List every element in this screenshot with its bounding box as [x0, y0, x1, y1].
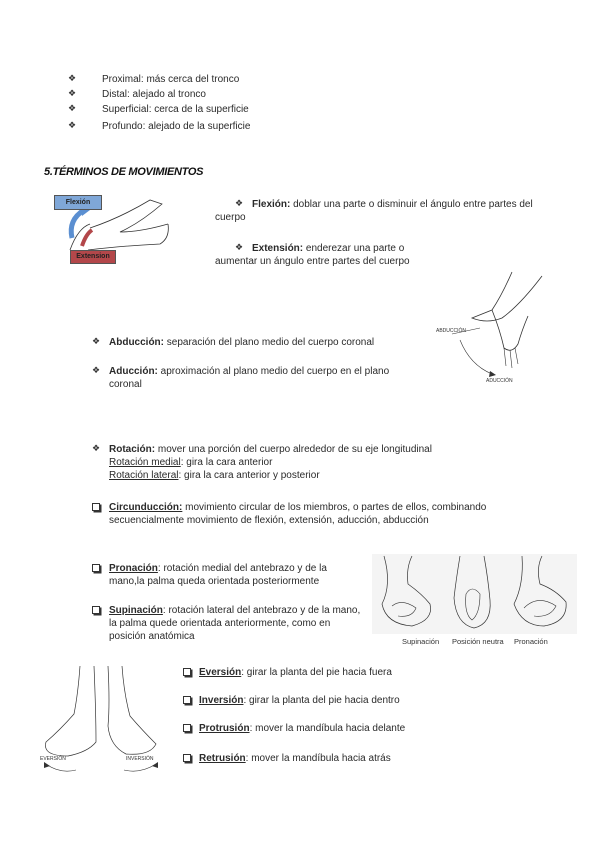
pronacion-term: Pronación — [109, 563, 158, 574]
list-item: Profundo: alejado de la superficie — [102, 121, 251, 132]
extension-def: enderezar una parte o aumentar un ángulo entre partes del cuerpo — [215, 243, 410, 267]
flexion-def: doblar una parte o disminuir el ángulo entre partes del cuerpo — [215, 199, 533, 223]
bullet-diamond-icon: ❖ — [235, 242, 244, 252]
pronacion-item — [109, 562, 359, 588]
aduccion-term: Aducción: — [109, 366, 158, 377]
rotacion-lateral-term: Rotación lateral — [109, 470, 179, 481]
forearm-captions — [372, 636, 577, 648]
bullet-diamond-icon: ❖ — [68, 103, 77, 113]
bullet-square-icon — [92, 606, 100, 614]
protrusion-term: Protrusión — [199, 723, 250, 734]
abduccion-term: Abducción: — [109, 337, 164, 348]
caption-pronacion: Pronación — [514, 637, 548, 646]
inversion-term: Inversión — [199, 695, 244, 706]
bullet-square-icon — [183, 754, 191, 762]
rotacion-term: Rotación: — [109, 444, 156, 455]
retrusion-term: Retrusión — [199, 753, 246, 764]
foot-eversion-inversion-illustration — [38, 664, 163, 776]
supinacion-item — [109, 604, 369, 643]
protrusion-def: : mover la mandíbula hacia delante — [249, 723, 406, 734]
rotacion-medial-term: Rotación medial — [109, 457, 181, 468]
eversion-item — [199, 666, 529, 679]
forearm-rotation-illustration — [372, 554, 577, 634]
svg-text:INVERSIÓN: INVERSIÓN — [126, 756, 154, 762]
svg-text:EVERSIÓN: EVERSIÓN — [40, 756, 66, 762]
eversion-term: Eversión — [199, 667, 242, 678]
extension-term: Extensión: — [252, 243, 304, 254]
bullet-diamond-icon: ❖ — [68, 73, 77, 83]
list-item: Superficial: cerca de la superficie — [102, 104, 249, 115]
extension-item — [215, 242, 415, 268]
extension-tag: Extension — [70, 250, 116, 264]
caption-supinacion: Supinación — [402, 637, 440, 646]
inversion-item — [199, 694, 529, 707]
pronacion-def: : rotación medial del antebrazo y de la mano,la palma queda orientada posteriormente — [109, 563, 327, 587]
svg-text:ABDUCCIÓN: ABDUCCIÓN — [436, 328, 467, 334]
bullet-square-icon — [92, 564, 100, 572]
bullet-diamond-icon: ❖ — [235, 198, 244, 208]
circunduccion-def: movimiento circular de los miembros, o partes de ellos, combinando secuencialmente movimiento de flexión, extensión, aducción, abducción — [109, 502, 487, 526]
bullet-square-icon — [183, 668, 191, 676]
rotacion-lateral-def: : gira la cara anterior y posterior — [178, 470, 320, 481]
retrusion-item — [199, 752, 529, 765]
supinacion-term: Supinación — [109, 605, 163, 616]
bullet-diamond-icon: ❖ — [92, 336, 101, 346]
rotacion-item — [109, 443, 509, 482]
bullet-diamond-icon: ❖ — [68, 88, 77, 98]
abduccion-item — [109, 336, 409, 349]
caption-posicion-neutra: Posición neutra — [452, 637, 504, 646]
list-item: Distal: alejado al tronco — [102, 89, 206, 100]
bullet-diamond-icon: ❖ — [68, 120, 77, 130]
bullet-square-icon — [92, 503, 100, 511]
rotacion-medial-def: : gira la cara anterior — [180, 457, 273, 468]
bullet-diamond-icon: ❖ — [92, 365, 101, 375]
protrusion-item — [199, 722, 529, 735]
abduccion-def: separación del plano medio del cuerpo coronal — [164, 337, 375, 348]
eversion-def: : girar la planta del pie hacia fuera — [241, 667, 392, 678]
aduccion-item — [109, 365, 409, 391]
flexion-term: Flexión: — [252, 199, 291, 210]
circunduccion-item — [109, 501, 529, 527]
bullet-square-icon — [183, 696, 191, 704]
bullet-diamond-icon: ❖ — [92, 443, 101, 453]
bullet-square-icon — [183, 724, 191, 732]
retrusion-def: : mover la mandíbula hacia atrás — [245, 753, 391, 764]
list-item: Proximal: más cerca del tronco — [102, 74, 240, 85]
rotacion-def: mover una porción del cuerpo alrededor de su eje longitudinal — [155, 444, 432, 455]
abduction-hand-illustration — [432, 270, 552, 385]
aduccion-def: aproximación al plano medio del cuerpo en el plano coronal — [109, 366, 390, 390]
supinacion-def: : rotación lateral del antebrazo y de la mano, la palma quede orientada anteriormente, como en posición anatómica — [109, 605, 361, 642]
circunduccion-term: Circunducción: — [109, 502, 183, 513]
inversion-def: : girar la planta del pie hacia dentro — [243, 695, 400, 706]
section-title: 5.TÉRMINOS DE MOVIMIENTOS — [44, 166, 204, 178]
flexion-item — [215, 198, 560, 224]
flexion-tag: Flexión — [54, 195, 102, 210]
svg-text:ADUCCIÓN: ADUCCIÓN — [486, 378, 513, 384]
